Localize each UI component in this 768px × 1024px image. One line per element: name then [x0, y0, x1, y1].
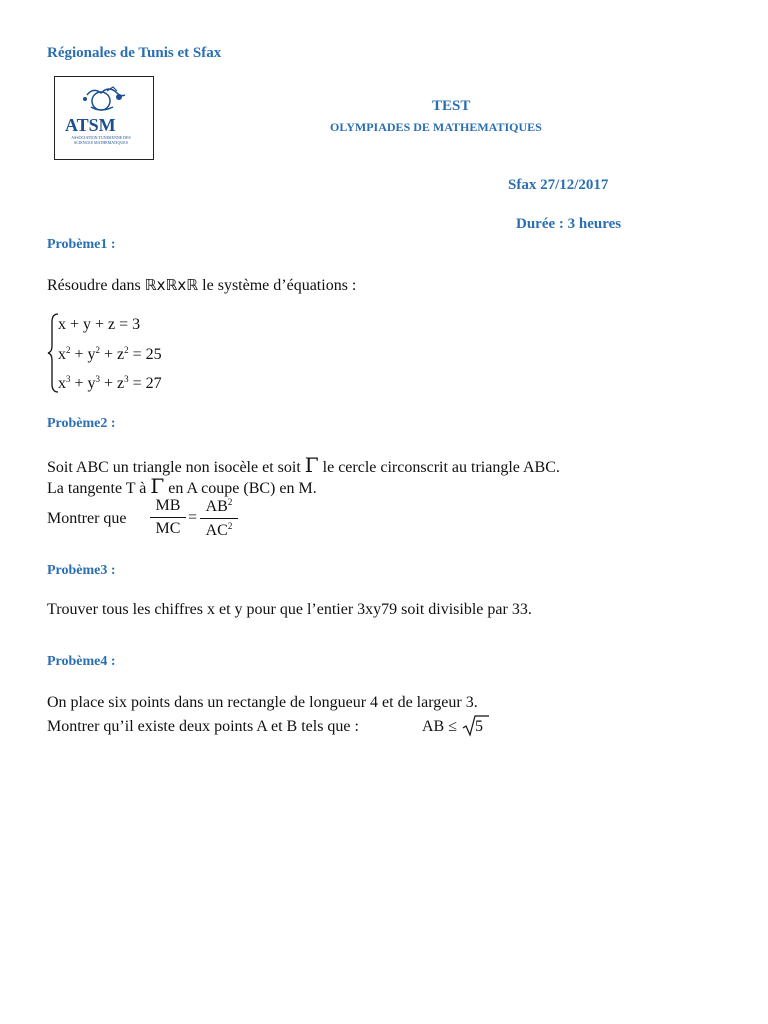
inequality-lhs: AB ≤	[422, 718, 458, 735]
problem1-intro	[47, 276, 356, 295]
problem4-heading: Probème4 :	[47, 654, 116, 669]
fraction-ab: AB	[205, 498, 228, 515]
problem2-show-label: Montrer que	[47, 510, 127, 527]
region-heading: Régionales de Tunis et Sfax	[47, 45, 222, 61]
problem4-line1: On place six points dans un rectangle de longueur 4 et de largeur 3.	[47, 694, 478, 711]
fraction-ac2: $AC^2$	[205, 521, 233, 539]
real-set-symbol: ℝxℝxℝ	[144, 276, 199, 294]
fraction-mb: MB	[155, 497, 181, 514]
equals-sign: =	[188, 509, 198, 526]
fraction-bar-right	[200, 518, 238, 519]
radicand: 5	[475, 718, 483, 735]
problem2-line2-before: La tangente T à	[47, 480, 147, 497]
problem1-heading: Probème1 :	[47, 237, 116, 252]
fraction-ab2-ac2	[200, 497, 238, 540]
equation-2: $x^2 + y^2 + z^2 = 25$	[58, 345, 162, 363]
problem4-line2: Montrer qu’il existe deux points A et B tels que :	[47, 718, 359, 735]
problem3-heading: Probème3 :	[47, 563, 116, 578]
problem2-line2-after: en A coupe (BC) en M.	[168, 480, 317, 497]
gamma-symbol-2: Γ	[150, 474, 165, 498]
date-location: Sfax 27/12/2017	[508, 177, 609, 193]
olympiad-subtitle: OLYMPIADES DE MATHEMATIQUES	[330, 120, 542, 134]
problem3-text: Trouver tous les chiffres x et y pour que l’entier 3xy79 soit divisible par 33.	[47, 601, 532, 618]
gamma-symbol: Γ	[304, 453, 319, 477]
fraction-ac: AC	[205, 522, 228, 539]
equation-3-rhs: = 27	[132, 375, 162, 392]
logo-text: ATSM	[65, 115, 116, 135]
equation-3: $x^3 + y^3 + z^3 = 27$	[58, 374, 162, 392]
fraction-ab2: $AB^2$	[205, 497, 233, 515]
problem2-line1-after: le cercle circonscrit au triangle ABC.	[322, 459, 560, 476]
problem2-heading: Probème2 :	[47, 416, 116, 431]
atsm-logo	[54, 76, 154, 160]
problem2-line1-before: Soit ABC un triangle non isocèle et soit	[47, 459, 301, 476]
problem2-line2	[47, 474, 317, 498]
fraction-mb-mc	[150, 497, 186, 538]
problem1-intro-after: le système d’équations :	[202, 277, 357, 294]
inequality	[422, 718, 457, 736]
problem1-intro-before: Résoudre dans	[47, 277, 141, 294]
equation-2-rhs: = 25	[132, 346, 162, 363]
test-title: TEST	[432, 98, 471, 114]
logo-subtext: ASSOCIATION TUNISIENNE DES SCIENCES MATHEMATIQUES	[71, 135, 131, 145]
equation-1: x + y + z = 3	[58, 316, 141, 333]
duration: Durée : 3 heures	[516, 216, 622, 232]
fraction-mc: MC	[155, 520, 181, 537]
fraction-bar-left	[150, 517, 186, 518]
